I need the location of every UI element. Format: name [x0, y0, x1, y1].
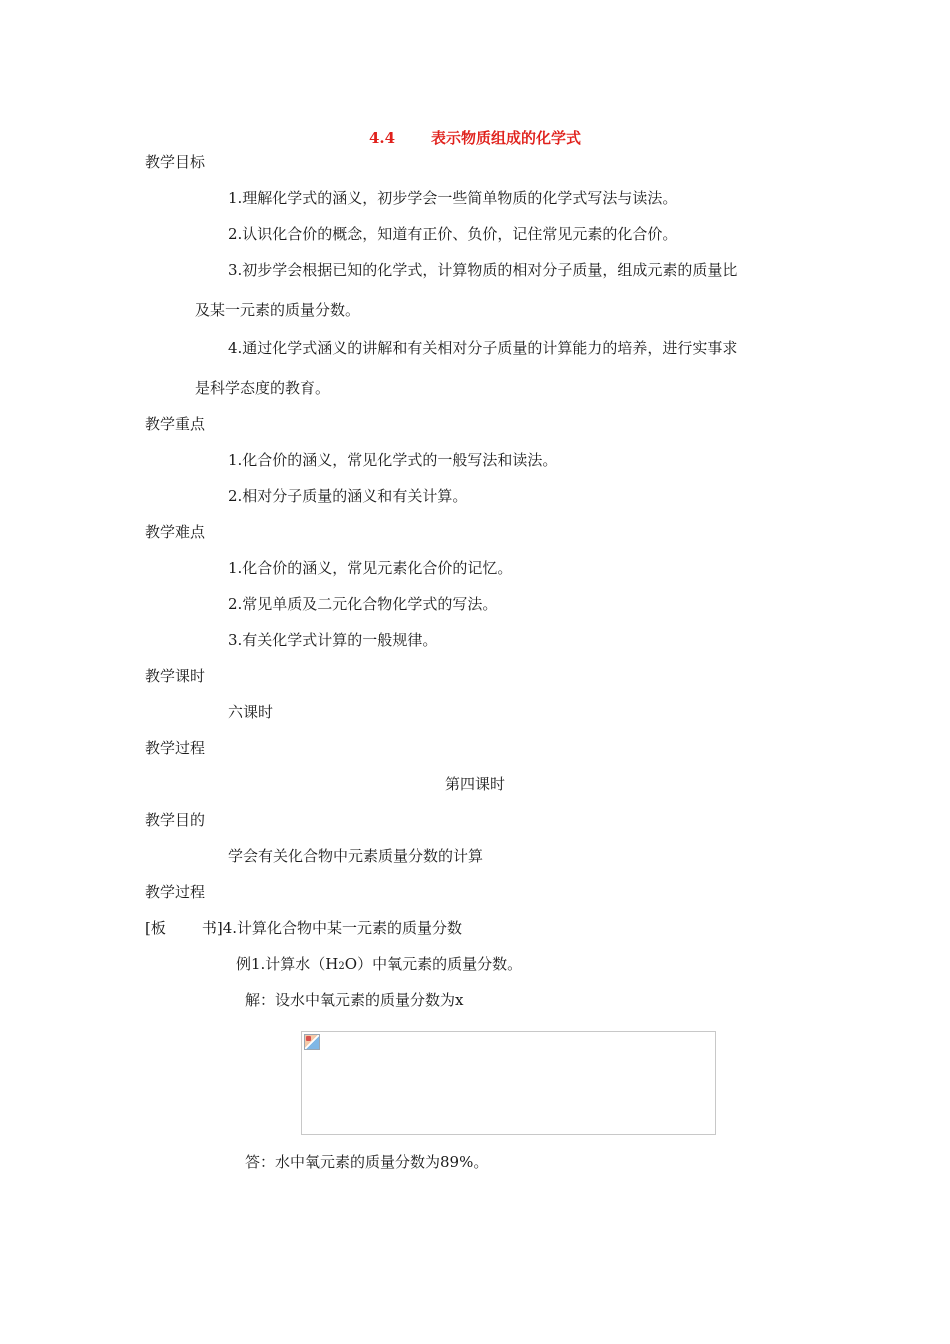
title-text: 表示物质组成的化学式 — [431, 129, 582, 147]
key-point-2: 2.相对分子质量的涵义和有关计算。 — [228, 487, 468, 505]
objective-3-cont: 及某一元素的质量分数。 — [195, 301, 361, 319]
key-points-heading: 教学重点 — [145, 415, 206, 433]
process-heading: 教学过程 — [145, 739, 206, 757]
objective-2: 2.认识化合价的概念，知道有正价、负价，记住常见元素的化合价。 — [228, 225, 678, 243]
hours-heading: 教学课时 — [145, 667, 206, 685]
page-title — [0, 128, 950, 148]
difficulty-2: 2.常见单质及二元化合物化学式的写法。 — [228, 595, 498, 613]
difficulties-heading: 教学难点 — [145, 523, 206, 541]
board-note — [145, 918, 462, 938]
board-text: 4.计算化合物中某一元素的质量分数 — [222, 919, 463, 937]
solution-text: 解：设水中氧元素的质量分数为x — [245, 991, 464, 1009]
board-label-open: [板 — [145, 919, 166, 937]
key-point-1: 1.化合价的涵义，常见化学式的一般写法和读法。 — [228, 451, 558, 469]
subscript: 2 — [338, 961, 345, 972]
objective-4: 4.通过化学式涵义的讲解和有关相对分子质量的计算能力的培养，进行实事求 — [228, 339, 738, 357]
difficulty-3: 3.有关化学式计算的一般规律。 — [228, 631, 438, 649]
hours-value: 六课时 — [228, 703, 274, 721]
lesson-title: 第四课时 — [444, 775, 505, 793]
process-heading-2: 教学过程 — [145, 883, 206, 901]
objective-4-cont: 是科学态度的教育。 — [195, 379, 331, 397]
answer-text: 答：水中氧元素的质量分数为89%。 — [245, 1153, 489, 1171]
purpose-text: 学会有关化合物中元素质量分数的计算 — [228, 847, 484, 865]
purpose-heading: 教学目的 — [145, 811, 206, 829]
board-label-close: 书] — [201, 919, 223, 937]
objective-1: 1.理解化学式的涵义，初步学会一些简单物质的化学式写法与读法。 — [228, 189, 678, 207]
example-1: 例1.计算水（H2O）中氧元素的质量分数。 — [236, 955, 523, 973]
objective-3: 3.初步学会根据已知的化学式，计算物质的相对分子质量，组成元素的质量比 — [228, 261, 738, 279]
section-number: 4.4 — [368, 129, 396, 147]
difficulty-1: 1.化合价的涵义，常见元素化合价的记忆。 — [228, 559, 513, 577]
broken-image-icon — [304, 1034, 320, 1050]
formula-image-placeholder — [301, 1031, 716, 1135]
objectives-heading: 教学目标 — [145, 153, 206, 171]
